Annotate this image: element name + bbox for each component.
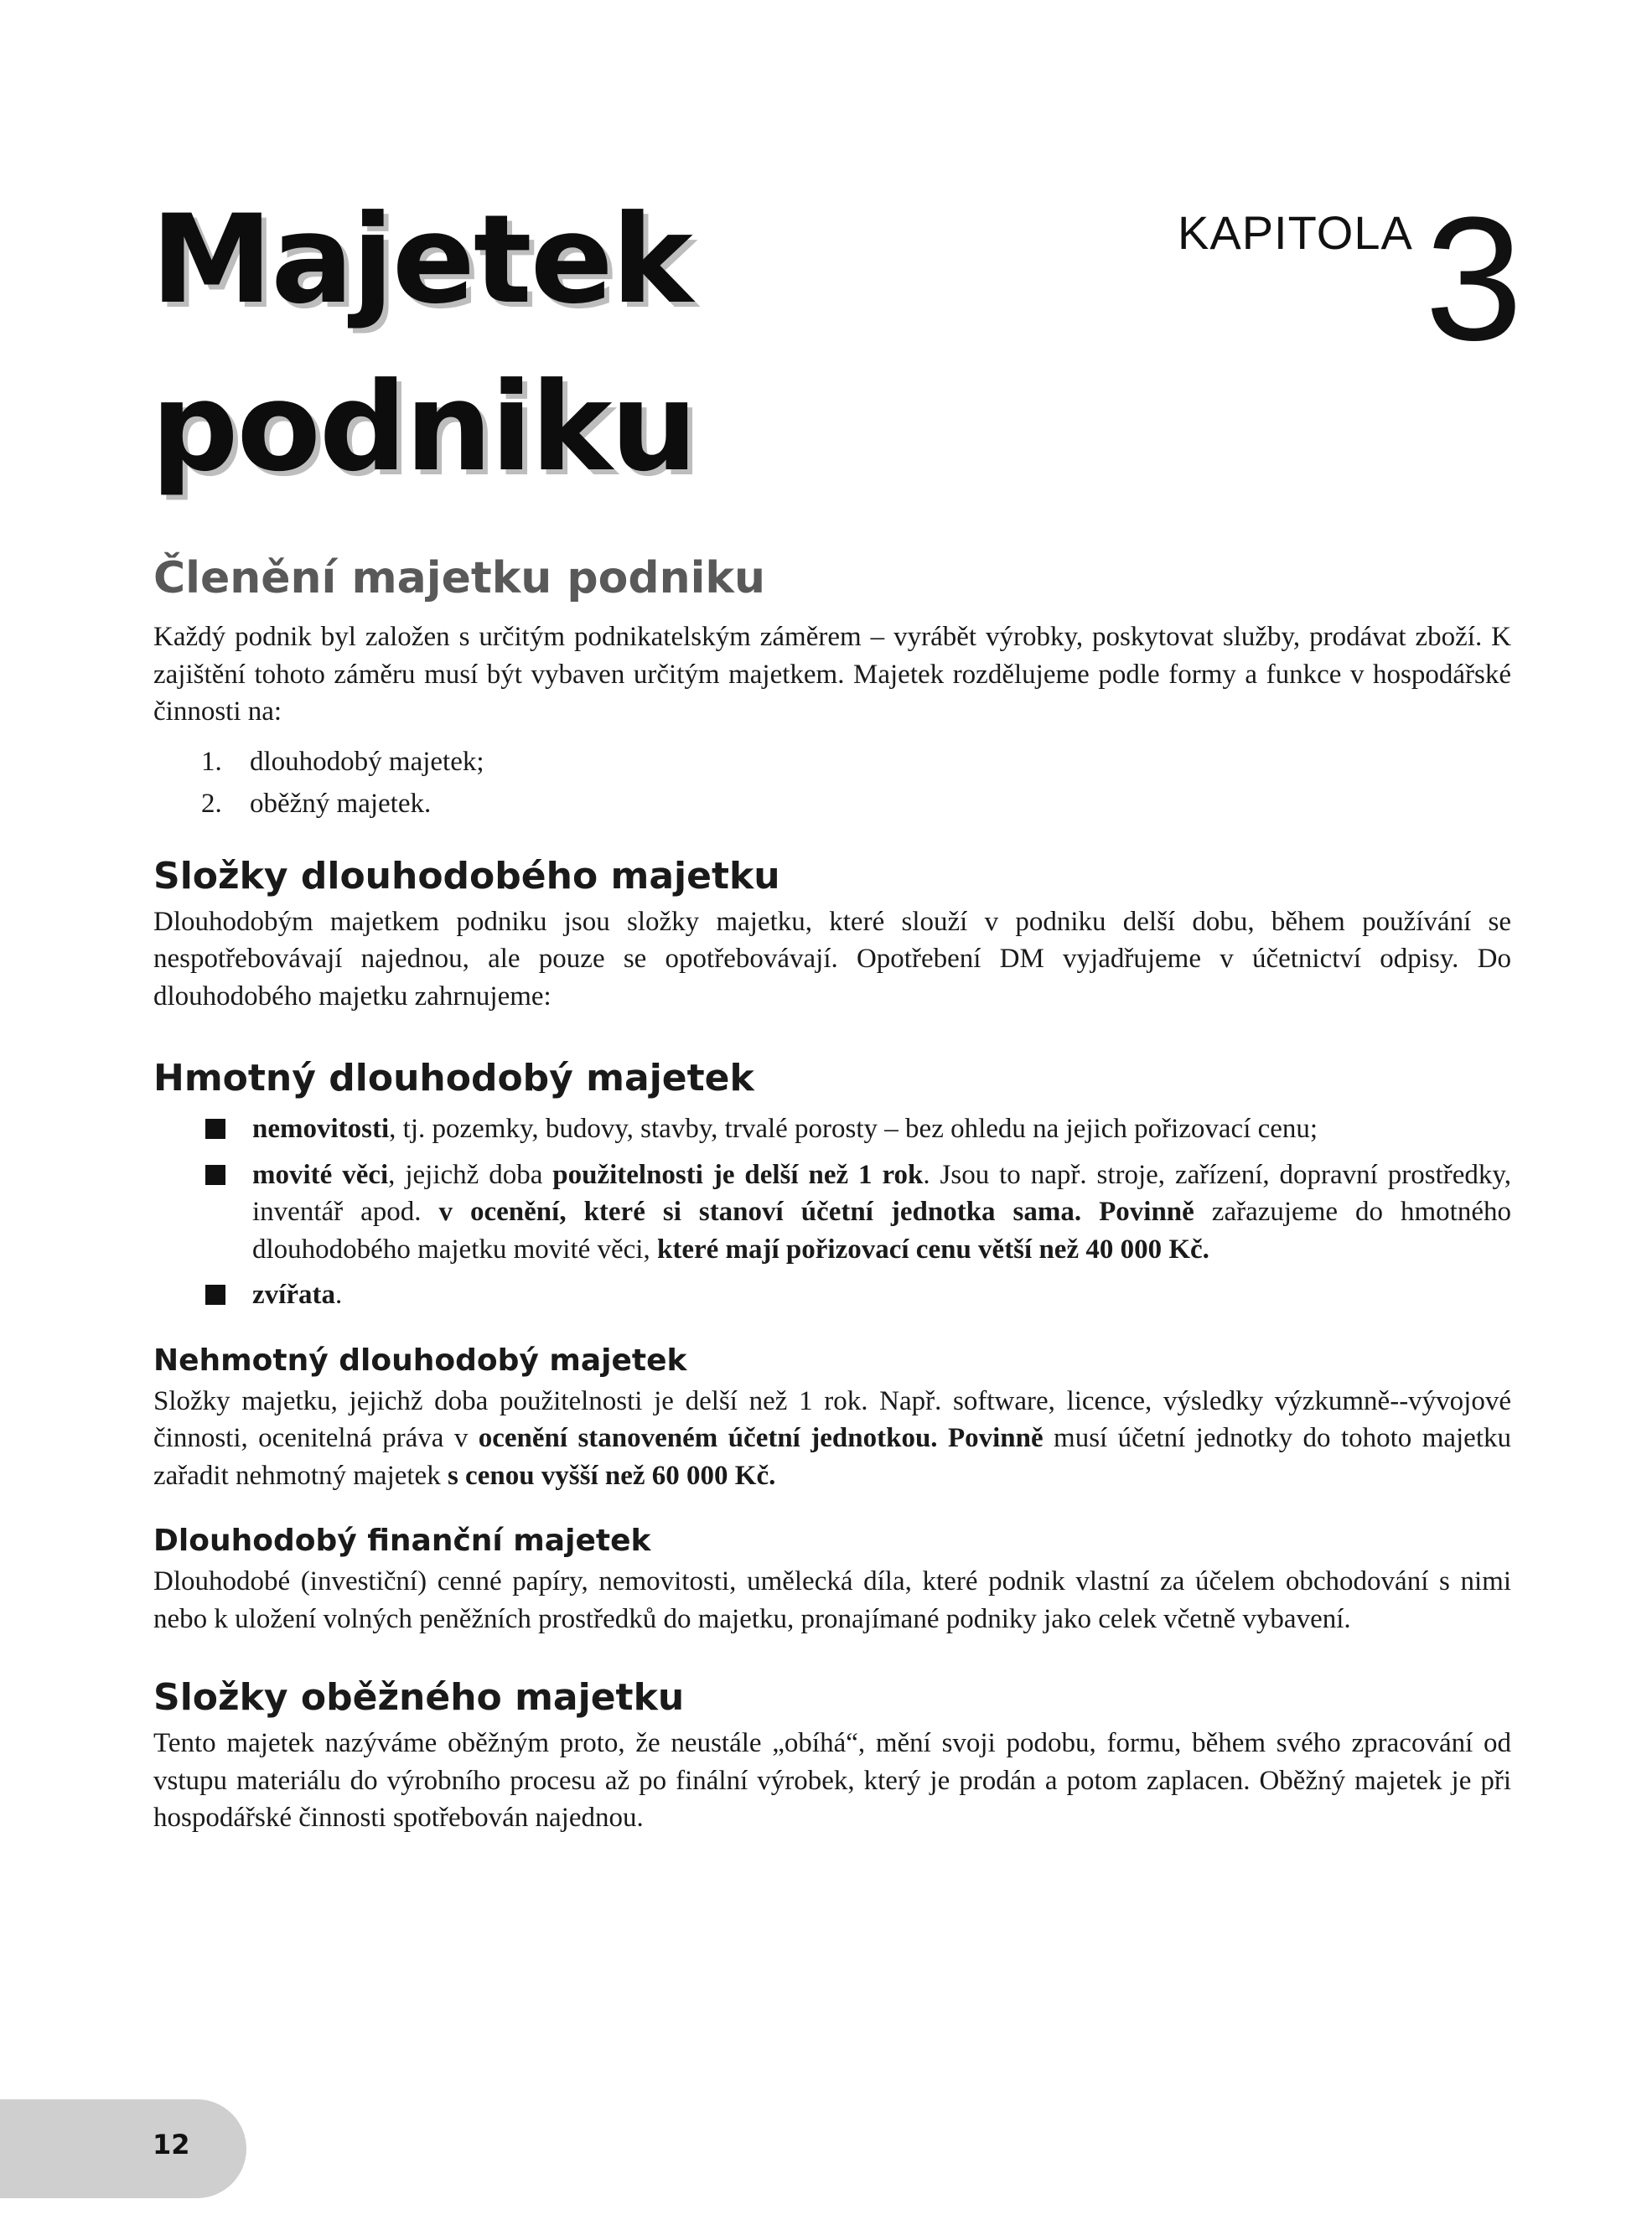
section-paragraph-financni: Dlouhodobé (investiční) cenné papíry, nemovitosti, umělecká díla, které podnik vlastní za účelem obchodování s nimi nebo k uložení volných peněžních prostředků do majetku, pronajímané podniky jako celek včetně vybavení. [153, 1566, 1511, 1634]
list-item [153, 1110, 1511, 1148]
section-paragraph-nehmotny [153, 1383, 1511, 1495]
list-item-number: 2. [201, 788, 222, 819]
page-content [153, 545, 1511, 1837]
list-item-number: 1. [201, 746, 222, 777]
text: zařazujeme do hmotného dlouhodobého majetku movité věci, [252, 1197, 1511, 1265]
section-paragraph-slozky-dm: Dlouhodobým majetkem podniku jsou složky majetku, které slouží v podniku delší dobu, během používání se nespotřebovávají najednou, ale pouze se opotřebovávají. Opotřebení DM vyjadřujeme v účetnictví odpisy. Do dlouhodobého majetku zahrnujeme: [153, 906, 1511, 1012]
chapter-title-line2: podniku [151, 356, 697, 499]
section-heading-financni: Dlouhodobý finanční majetek [153, 1524, 651, 1558]
numbered-list [153, 741, 1511, 825]
square-bullet-icon [205, 1165, 225, 1185]
square-bullet-icon [205, 1285, 225, 1305]
text: musí účetní jednotky do tohoto majetku zařadit nehmotný majetek [153, 1423, 1511, 1491]
list-item [153, 1157, 1511, 1269]
section-paragraph-cleneni: Každý podnik byl založen s určitým podnikatelským záměrem – vyrábět výrobky, poskytovat služby, prodávat zboží. K zajištění tohoto záměru musí být vybaven určitým majetkem. Majetek rozdělujeme podle formy a funkce v hospodářské činnosti na: [153, 622, 1511, 727]
section-heading-nehmotny: Nehmotný dlouhodobý majetek [153, 1343, 687, 1378]
section-heading-cleneni: Členění majetku podniku [153, 553, 766, 603]
text: . Jsou to např. stroje, zařízení, dopravní prostředky, inventář apod. [252, 1159, 1511, 1227]
text [1081, 1197, 1099, 1227]
chapter-title-line1: Majetek [151, 189, 691, 331]
section-paragraph-obezny: Tento majetek nazýváme oběžným proto, že neustále „obíhá“, mění svoji podobu, formu, během svého zpracování od vstupu materiálu do výrobního procesu až po finální výrobek, který je prodán a potom zaplacen. Oběžný majetek je při hospodářské činnosti spotřebován najednou. [153, 1728, 1511, 1833]
section-heading-hmotny: Hmotný dlouhodobý majetek [153, 1057, 754, 1100]
bold-text: které mají pořizovací cenu větší než 40 000 Kč. [656, 1234, 1209, 1265]
list-item-text: oběžný majetek. [250, 788, 432, 819]
bold-text: použitelnosti je delší než 1 rok [552, 1159, 924, 1190]
chapter-number: 3 [1425, 180, 1523, 377]
chapter-title [151, 176, 696, 511]
text [938, 1423, 948, 1453]
bold-text: nemovitosti [252, 1114, 390, 1144]
bold-text: v ocenění, které si stanoví účetní jednotka sama. [438, 1197, 1082, 1227]
chapter-label: KAPITOLA [1178, 206, 1413, 259]
list-item [153, 1276, 1511, 1314]
list-item [153, 741, 1511, 783]
bold-text: s cenou vyšší než 60 000 Kč. [447, 1460, 776, 1491]
text: Složky majetku, jejichž doba použitelnosti je delší než 1 rok. Např. software, licence, výsledky výzkumně--vývojové činnosti, ocenitelná práva v [153, 1385, 1511, 1453]
bold-text: Povinně [1099, 1197, 1194, 1227]
section-heading-slozky-dm: Složky dlouhodobého majetku [153, 854, 780, 898]
bold-text: zvířata [252, 1280, 335, 1310]
page-number-tab [0, 2099, 246, 2198]
bold-text: movité věci [252, 1159, 389, 1190]
list-item-text: dlouhodobý majetek; [250, 746, 484, 777]
page-number: 12 [153, 2129, 190, 2160]
text: . [334, 1280, 343, 1310]
bold-text: Povinně [947, 1423, 1044, 1453]
text: , jejichž doba [388, 1159, 553, 1190]
section-heading-obezny: Složky oběžného majetku [153, 1676, 685, 1719]
list-item [153, 783, 1511, 825]
square-bullet-icon [205, 1119, 225, 1139]
bullet-list [153, 1110, 1511, 1314]
bold-text: ocenění stanoveném účetní jednotkou. [478, 1423, 938, 1453]
text: , tj. pozemky, budovy, stavby, trvalé porosty – bez ohledu na jejich pořizovací cenu; [389, 1114, 1318, 1144]
